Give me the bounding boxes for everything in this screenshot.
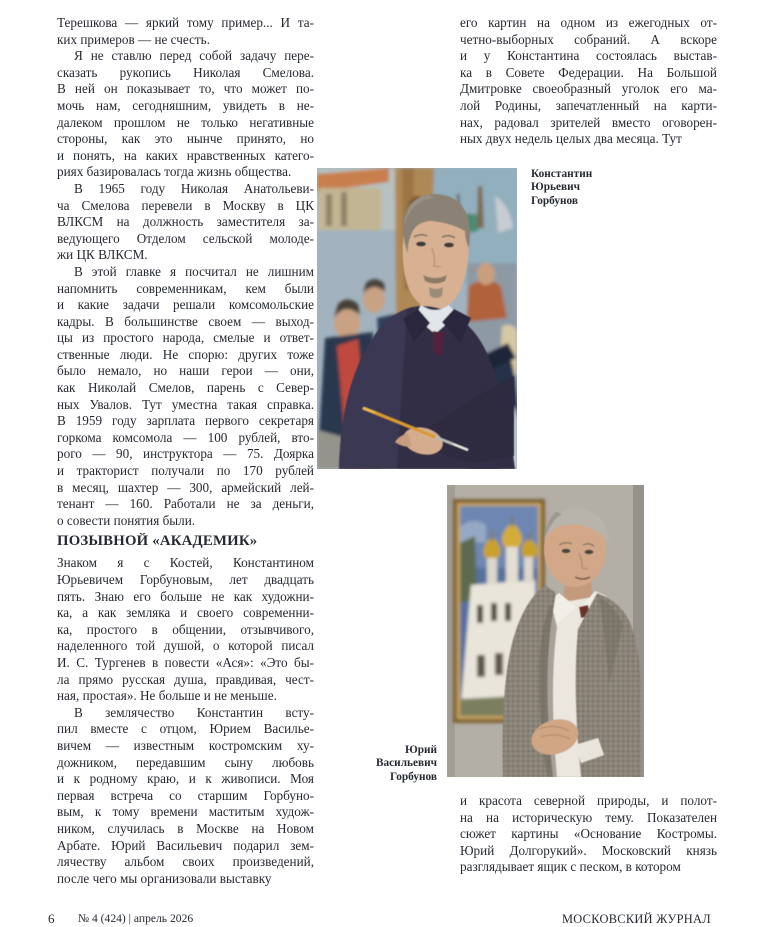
text-line: Дмитровке своеобразный уголок его ма-	[460, 81, 717, 97]
text-line: В этой главке я посчитал не лишним	[74, 263, 314, 279]
text-line: ла прямо русская душа, правдивая, чест-	[57, 671, 314, 687]
paragraph	[460, 793, 717, 876]
text-line: цы из простого народа, смелые и ответ-	[57, 330, 314, 346]
text-line: тенант — 160. Работали не за деньги,	[57, 496, 314, 512]
text-line: Юрий Долгорукий». Московский князь	[460, 842, 717, 858]
paragraph	[57, 181, 314, 264]
text-line: после чего мы организовали выставку	[57, 870, 272, 886]
text-line: о совести понятия были.	[57, 512, 196, 528]
yuri-gorbunov-photo	[447, 485, 644, 777]
text-line: стороны, как это нынче принято, но	[57, 131, 314, 147]
text-line: пять. Знаю его больше не как художни-	[57, 588, 314, 604]
text-line: ственные люди. Не спорю: других тоже	[57, 346, 314, 362]
text-line: Я не ставлю перед собой задачу пере-	[74, 48, 314, 64]
konstantin-photo-illustration	[317, 168, 517, 469]
text-line: ВЛКСМ на должность заместителя за-	[57, 214, 314, 230]
text-line: разглядывает ящик с песком, в котором	[460, 859, 681, 875]
right-text-column-bottom	[460, 793, 717, 876]
paragraph	[57, 264, 314, 530]
text-line: его картин на одном из ежегодных от-	[460, 15, 717, 30]
text-line: В 1959 году зарплата первого секретаря	[57, 413, 314, 429]
text-line: напомнить современникам, кем были	[57, 280, 314, 296]
text-line: В землячество Константин всту-	[74, 704, 314, 720]
text-line: ных Увалов. Тут уместна такая справка.	[57, 396, 314, 412]
text-line: жи ЦК ВЛКСМ.	[57, 247, 148, 263]
text-line: ка в Совете Федерации. На Большой	[460, 64, 717, 80]
text-line: мочь нам, сегодняшним, увидеть в не-	[57, 97, 314, 113]
text-line: и понять, на каких нравственных катего-	[57, 147, 314, 163]
text-line: и у Константина состоялась выстав-	[460, 48, 717, 64]
text-line: Арбате. Юрий Васильевич подарил зем-	[57, 837, 314, 853]
caption-line: Васильевич	[375, 757, 437, 770]
text-line: кадры. В большинстве своем — выход-	[57, 313, 314, 329]
paragraph	[460, 15, 717, 148]
footer-journal-title: МОСКОВСКИЙ ЖУРНАЛ	[561, 912, 711, 926]
text-line: риях базировалась тогда жизнь общества.	[57, 164, 292, 180]
text-line: и красота северной природы, и полот-	[460, 793, 717, 808]
text-line: на на историческую тему. Показателен	[460, 809, 717, 825]
text-line: сказать рукопись Николая Смелова.	[57, 64, 314, 80]
text-line: наделенного той душой, о которой писал	[57, 638, 314, 654]
konstantin-gorbunov-photo	[317, 168, 517, 469]
text-line: горкома комсомола — 100 рублей, вто-	[57, 429, 314, 445]
text-line: далеком прошлом не только негативные	[57, 114, 314, 130]
text-line: рого — 90, инструктора — 75. Доярка	[57, 446, 314, 462]
text-line: сюжет картины «Основание Костромы.	[460, 826, 717, 842]
konstantin-photo-caption	[531, 168, 623, 208]
paragraph	[57, 48, 314, 181]
text-line: И. С. Тургенев в повести «Ася»: «Это бы-	[57, 654, 314, 670]
text-line: и к родному краю, и к живописи. Моя	[57, 771, 314, 787]
text-line: вым, к тому времени маститым худож-	[57, 804, 314, 820]
text-line: было немало, но наши герои — они,	[57, 363, 314, 379]
caption-line: Юрий	[404, 744, 437, 756]
text-line: дожником, передавшим сыну любовь	[57, 754, 314, 770]
caption-line: Горбунов	[390, 770, 437, 783]
text-line: ча Смелова перевели в Москву в ЦК	[57, 197, 314, 213]
text-line: ная, простая». Не больше и не меньше.	[57, 688, 277, 704]
text-line: пил вместе с отцом, Юрием Василье-	[57, 721, 314, 737]
text-line: В 1965 году Николая Анатольеви-	[74, 180, 314, 196]
text-line: и тракторист получали по 170 рублей	[57, 463, 314, 479]
caption-line: Юрьевич	[531, 181, 580, 194]
paragraph	[57, 555, 314, 704]
caption-line: Горбунов	[531, 194, 578, 207]
text-line: ных двух недель целых два месяца. Тут	[460, 131, 682, 147]
text-line: лой Родины, запечатленный на карти-	[460, 97, 717, 113]
text-line: ких примеров — не счесть.	[57, 31, 210, 47]
text-line: ведующего Отделом сельской молоде-	[57, 230, 314, 246]
text-line: нах, радовал зрителей вместо оговорен-	[460, 114, 717, 130]
section-heading: ПОЗЫВНОЙ «АКАДЕМИК»	[57, 533, 258, 550]
text-line: лячеству альбом своих произведений,	[57, 854, 314, 870]
text-line: вичем — известным костромским ху-	[57, 737, 314, 753]
text-line: и какие задачи решали комсомольские	[57, 297, 314, 313]
yuri-photo-illustration	[447, 485, 644, 777]
footer-page-number: 6	[48, 911, 55, 926]
text-line: ником, случилась в Москве на Новом	[57, 820, 314, 836]
text-line: первая встреча со старшим Горбуно-	[57, 787, 314, 803]
footer-issue-info: № 4 (424) | апрель 2026	[78, 912, 194, 925]
text-line: Юрьевичем Горбуновым, лет двадцать	[57, 572, 314, 587]
paragraph	[57, 705, 314, 888]
text-line: четно-выборных собраний. А вскоре	[460, 31, 717, 47]
text-line: ка, а как земляка и своего современни-	[57, 605, 314, 621]
text-line: Терешкова — яркий тому пример... И та-	[57, 15, 314, 30]
right-text-column-top	[460, 15, 717, 148]
text-line: В ней он показывает то, что может по-	[57, 81, 314, 97]
caption-line: Константин	[531, 168, 593, 180]
yuri-photo-caption	[345, 744, 437, 784]
paragraph	[57, 15, 314, 48]
text-line: как Николай Смелов, парень с Север-	[57, 380, 314, 396]
text-line: ка, простого в общении, отзывчивого,	[57, 621, 314, 637]
text-line: в месяц, шахтер — 300, армейский лей-	[57, 479, 314, 495]
text-line: Знаком я с Костей, Константином	[57, 555, 314, 571]
left-text-column	[57, 15, 314, 887]
